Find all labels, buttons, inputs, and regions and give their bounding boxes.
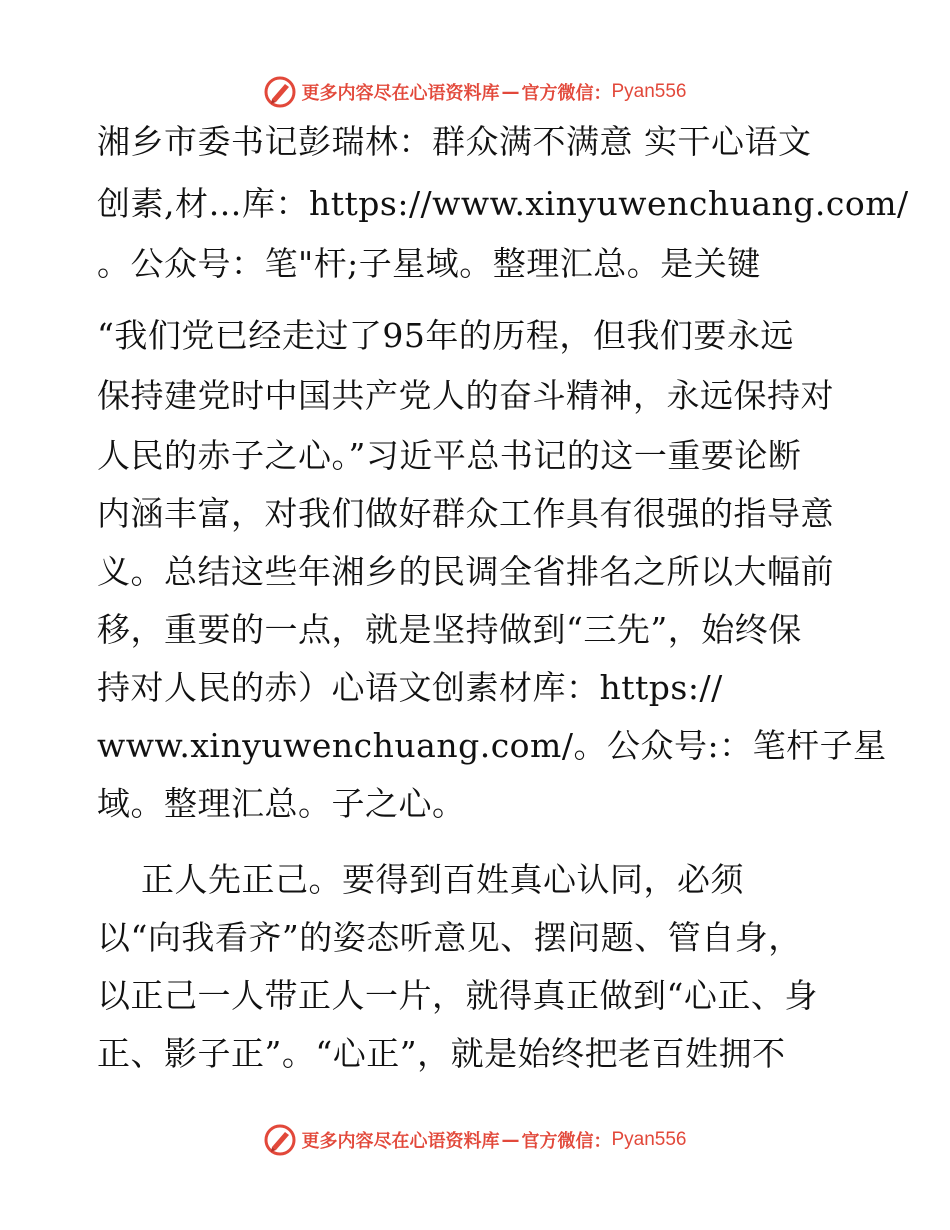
text-line: www.xinyuwenchuang.com/。公众号:：笔杆子星	[97, 726, 887, 765]
wechat-id: Pyan556	[611, 81, 687, 102]
banner-separator: —	[501, 81, 520, 103]
text-line: 人民的赤子之心。”习近平总书记的这一重要论断	[97, 436, 802, 475]
text-line: 保持建党时中国共产党人的奋斗精神，永远保持对	[97, 376, 834, 415]
header-banner	[0, 72, 950, 112]
text-line: 内涵丰富，对我们做好群众工作具有很强的指导意	[97, 494, 834, 533]
text-line: “我们党已经走过了95年的历程，但我们要永远	[97, 316, 794, 355]
banner-text: 更多内容尽在心语资料库	[301, 1131, 500, 1152]
text-line: 以“向我看齐”的姿态听意见、摆问题、管自身，	[97, 918, 802, 957]
wechat-label: 官方微信：	[521, 1131, 612, 1152]
wechat-id: Pyan556	[611, 1129, 687, 1150]
text-line: 移，重要的一点，就是坚持做到“三先”，始终保	[97, 610, 802, 649]
text-line: 域。整理汇总。子之心。	[97, 784, 466, 823]
text-line: 持对人民的赤）心语文创素材库：https://	[97, 668, 723, 707]
banner-separator: —	[501, 1129, 520, 1151]
footer-banner	[0, 1120, 950, 1160]
text-line: 正、影子正”。“心正”，就是始终把老百姓拥不	[97, 1034, 786, 1073]
text-line: 正人先正己。要得到百姓真心认同，必须	[97, 860, 744, 899]
wechat-label: 官方微信：	[521, 83, 612, 104]
text-line: 以正己一人带正人一片，就得真正做到“心正、身	[97, 976, 818, 1015]
text-line: 。公众号：笔"杆;子星域。整理汇总。是关键	[97, 244, 761, 283]
text-line: 湘乡市委书记彭瑞林：群众满不满意 实干心语文	[97, 122, 812, 161]
text-line: 创素,材…库：https://www.xinyuwenchuang.com/	[97, 184, 909, 223]
pen-logo-icon	[263, 75, 297, 109]
pen-logo-icon	[263, 1123, 297, 1157]
text-line: 义。总结这些年湘乡的民调全省排名之所以大幅前	[97, 552, 834, 591]
banner-text: 更多内容尽在心语资料库	[301, 83, 500, 104]
